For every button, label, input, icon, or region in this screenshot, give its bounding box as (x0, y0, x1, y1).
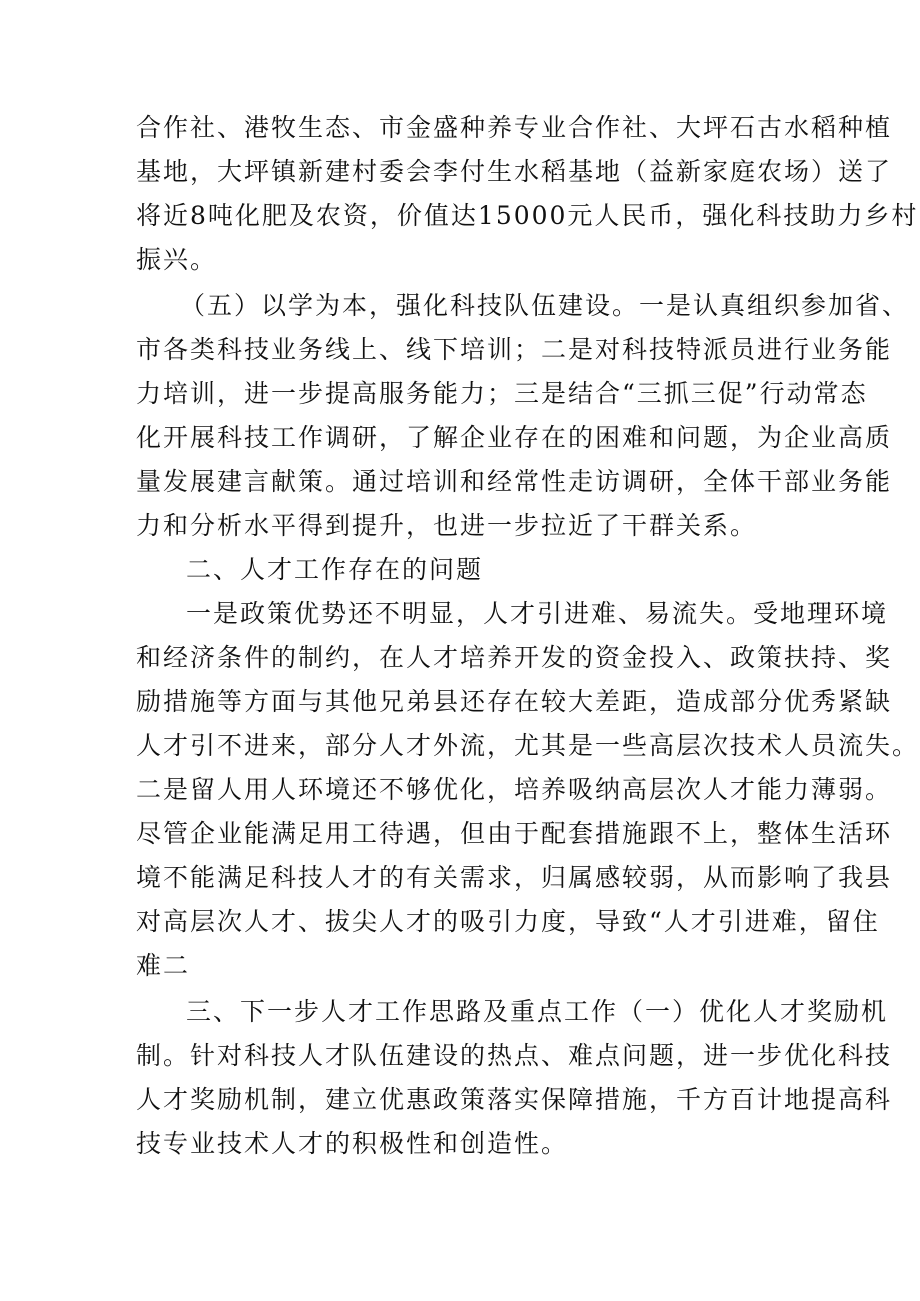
text-line: （五）以学为本，强化科技队伍建设。一是认真组织参加省、 (180, 291, 910, 320)
text-line: 力和分析水平得到提升，也进一步拉近了干群关系。 (136, 511, 758, 540)
text-line: 人才奖励机制，建立优惠政策落实保障措施，千方百计地提高科 (136, 1085, 893, 1114)
text-line: 量发展建言献策。通过培训和经常性走访调研，全体干部业务能 (136, 467, 893, 496)
text-line: 振兴。 (136, 245, 218, 274)
text-line: 三、下一步人才工作思路及重点工作（一）优化人才奖励机 (186, 997, 889, 1026)
text-line: 基地，大坪镇新建村委会李付生水稻基地（益新家庭农场）送了 (136, 157, 893, 186)
text-line: 技专业技术人才的积极性和创造性。 (136, 1129, 569, 1158)
text-line: 境不能满足科技人才的有关需求，归属感较弱，从而影响了我县 (136, 863, 893, 892)
text-line: 化开展科技工作调研，了解企业存在的困难和问题，为企业高质 (136, 423, 893, 452)
text-line: 难二 (136, 951, 191, 980)
text-line: 对高层次人才、拔尖人才的吸引力度，导致“人才引进难，留住 (136, 907, 880, 936)
text-line: 励措施等方面与其他兄弟县还存在较大差距，造成部分优秀紧缺 (136, 687, 893, 716)
section-heading: 二、人才工作存在的问题 (186, 555, 484, 584)
text-line: 二是留人用人环境还不够优化，培养吸纳高层次人才能力薄弱。 (136, 775, 893, 804)
text-line: 制。针对科技人才队伍建设的热点、难点问题，进一步优化科技 (136, 1041, 893, 1070)
text-line: 一是政策优势还不明显，人才引进难、易流失。受地理环境 (186, 599, 889, 628)
text-line: 尽管企业能满足用工待遇，但由于配套措施跟不上，整体生活环 (136, 819, 893, 848)
text-line: 力培训，进一步提高服务能力；三是结合“三抓三促”行动常态 (136, 379, 868, 408)
text-line: 人才引不进来，部分人才外流，尤其是一些高层次技术人员流失。 (136, 731, 920, 760)
text-line: 合作社、港牧生态、市金盛种养专业合作社、大坪石古水稻种植 (136, 113, 893, 142)
text-line: 市各类科技业务线上、线下培训；二是对科技特派员进行业务能 (136, 335, 893, 364)
text-line: 将近8吨化肥及农资，价值达15000元人民币，强化科技助力乡村 (136, 201, 919, 230)
text-line: 和经济条件的制约，在人才培养开发的资金投入、政策扶持、奖 (136, 643, 893, 672)
